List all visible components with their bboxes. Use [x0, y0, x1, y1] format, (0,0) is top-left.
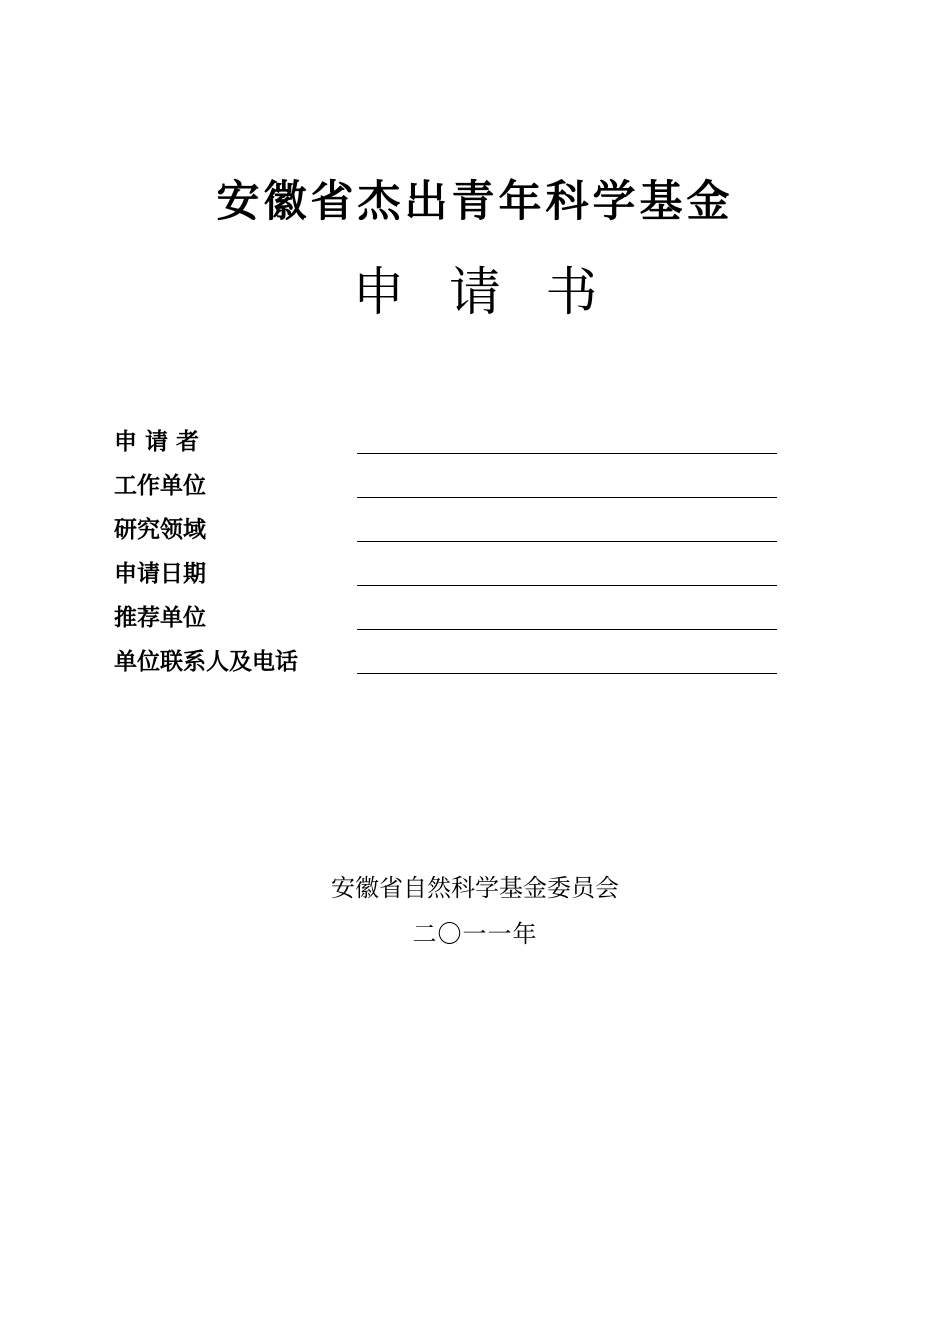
document-type-char: 请: [448, 263, 501, 323]
field-blank-research-field[interactable]: [357, 540, 777, 542]
document-type-title: [0, 258, 950, 328]
field-blank-application-date[interactable]: [357, 584, 777, 586]
field-row-contact: [114, 641, 784, 685]
document-type-char: 申: [352, 263, 405, 323]
issuing-organization: 安徽省自然科学基金委员会: [331, 874, 619, 902]
field-row-research-field: [114, 509, 784, 553]
field-row-application-date: [114, 553, 784, 597]
field-row-work-unit: [114, 465, 784, 509]
field-blank-applicant[interactable]: [357, 452, 777, 454]
field-label-recommending-unit: 推荐单位: [114, 604, 206, 631]
field-label-application-date: 申请日期: [114, 560, 206, 587]
issue-year: 二〇一一年: [412, 920, 538, 948]
field-label-work-unit: 工作单位: [114, 472, 206, 499]
field-row-recommending-unit: [114, 597, 784, 641]
field-blank-work-unit[interactable]: [357, 496, 777, 498]
document-type-char: 书: [545, 263, 598, 323]
field-row-applicant: [114, 421, 784, 465]
applicant-info-form: [114, 421, 784, 685]
field-blank-recommending-unit[interactable]: [357, 628, 777, 630]
fund-title: 安徽省杰出青年科学基金: [216, 177, 734, 227]
field-label-contact: 单位联系人及电话: [114, 648, 298, 675]
field-blank-contact[interactable]: [357, 672, 777, 674]
field-label-research-field: 研究领域: [114, 516, 206, 543]
field-label-applicant: 申 请 者: [114, 428, 200, 455]
